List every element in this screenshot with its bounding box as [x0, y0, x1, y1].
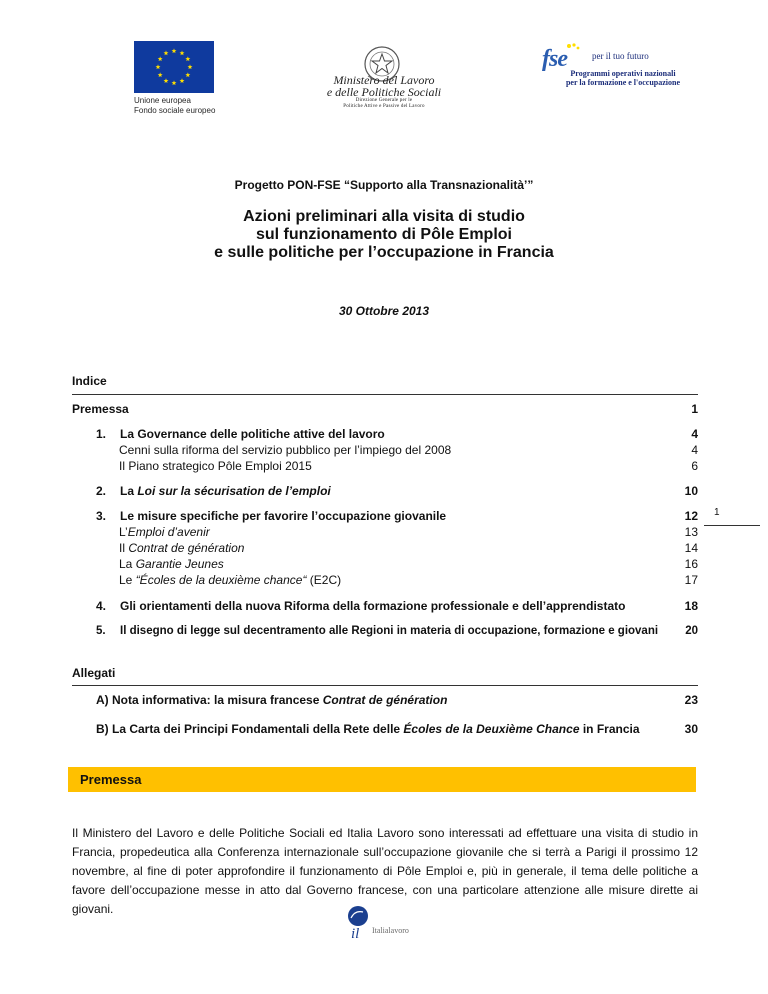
toc-number: 4. — [96, 599, 107, 613]
toc-page: 4 — [691, 443, 698, 457]
toc-subentry[interactable] — [119, 556, 698, 572]
allegato-entry-a[interactable] — [96, 692, 698, 708]
ministry-dg-line2: Politiche Attive e Passive del Lavoro — [343, 104, 425, 109]
toc-label-part: Le — [119, 573, 136, 587]
toc-sublabel — [119, 524, 668, 540]
toc-page: 20 — [685, 625, 698, 637]
toc-label: Le misure specifiche per favorire l’occupazione giovanile — [120, 509, 447, 523]
toc-subentry[interactable] — [119, 524, 698, 540]
fse-subtitle — [558, 69, 688, 87]
toc-label-part: La — [120, 484, 138, 498]
allegato-entry-b[interactable] — [96, 721, 698, 737]
toc-page: 1 — [691, 402, 698, 416]
toc-page: 10 — [684, 484, 698, 498]
toc-sublabel — [119, 540, 668, 556]
ministry-dg-line1: Direzione Generale per le — [355, 98, 413, 103]
toc-label-part: L’ — [119, 525, 128, 539]
toc-entry-4[interactable] — [96, 598, 698, 614]
allegato-label-italic: Contrat de génération — [322, 693, 448, 707]
toc-subentry[interactable] — [119, 442, 698, 458]
page-number-rule — [704, 525, 760, 526]
toc-page: 4 — [691, 427, 698, 441]
toc-number: 5. — [96, 625, 106, 637]
toc-page: 18 — [684, 599, 698, 613]
toc-label-part: Il — [119, 541, 129, 555]
eu-caption — [134, 96, 215, 116]
toc-label: Il disegno di legge sul decentramento alle Regioni in materia di occupazione, formazione e giovani — [120, 625, 659, 637]
allegato-label-part: B) La Carta dei Principi Fondamentali della Rete delle — [96, 722, 404, 736]
section-banner — [68, 767, 696, 792]
toc-subentry[interactable] — [119, 540, 698, 556]
section-banner-title: Premessa — [80, 772, 142, 787]
toc-label-italic: Emploi d’avenir — [127, 525, 210, 539]
toc-label: Gli orientamenti della nuova Riforma della formazione professionale e dell’apprendistato — [120, 599, 626, 613]
document-title — [0, 208, 768, 262]
toc-entry-2[interactable] — [96, 483, 698, 499]
page-number: 1 — [714, 507, 720, 518]
toc-label-italic: Loi sur la sécurisation de l’emploi — [137, 484, 331, 498]
title-line: Azioni preliminari alla visita di studio — [243, 208, 525, 225]
allegati-heading: Allegati — [72, 666, 116, 680]
toc-entry-5[interactable] — [96, 623, 698, 639]
eu-caption-line2: Fondo sociale europeo — [134, 106, 216, 115]
eu-caption-line1: Unione europea — [134, 96, 191, 105]
toc-page: 12 — [684, 509, 698, 523]
toc-label — [120, 483, 668, 499]
allegato-label-italic: Écoles de la Deuxième Chance — [403, 722, 580, 736]
toc-label-italic: “Écoles de la deuxième chance“ — [135, 573, 307, 587]
svg-text:il: il — [351, 926, 360, 940]
toc-entry-3[interactable] — [96, 508, 698, 524]
index-heading: Indice — [72, 374, 107, 388]
toc-entry-premessa[interactable] — [72, 401, 698, 417]
italia-lavoro-logo-name: Italialavoro — [372, 926, 409, 935]
ministry-name-line2: e delle Politiche Sociali — [326, 85, 442, 99]
toc-sublabel: Il Piano strategico Pôle Emploi 2015 — [119, 459, 312, 473]
allegato-label — [96, 692, 668, 708]
ministry-name-line1: Ministero del Lavoro — [333, 73, 435, 87]
toc-page: 14 — [684, 541, 698, 555]
allegati-divider — [72, 685, 698, 686]
allegato-label — [96, 721, 668, 737]
ministry-logo-text — [320, 74, 448, 110]
fse-subtitle-line2: per la formazione e l'occupazione — [565, 78, 681, 87]
toc-number: 3. — [96, 509, 107, 523]
toc-label-part: (E2C) — [306, 573, 342, 587]
toc-sublabel — [119, 572, 668, 588]
toc-subentry[interactable] — [119, 458, 698, 474]
allegato-label-part: A) Nota informativa: la misura francese — [96, 693, 323, 707]
title-line: sul funzionamento di Pôle Emploi — [255, 226, 512, 243]
toc-page: 6 — [691, 459, 698, 473]
index-divider — [72, 394, 698, 395]
allegato-page: 30 — [684, 722, 698, 736]
toc-number: 1. — [96, 427, 107, 441]
allegato-page: 23 — [684, 693, 698, 707]
toc-label: Premessa — [72, 402, 129, 416]
toc-label-italic: Garantie Jeunes — [135, 557, 224, 571]
fse-subtitle-line1: Programmi operativi nazionali — [570, 69, 676, 78]
toc-sublabel: Cenni sulla riforma del servizio pubblico per l’impiego del 2008 — [119, 443, 452, 457]
toc-page: 17 — [684, 573, 698, 587]
fse-tagline: per il tuo futuro — [592, 51, 649, 61]
italia-lavoro-logo-icon — [345, 904, 371, 940]
allegato-label-part: in Francia — [579, 722, 640, 736]
svg-text:fse: fse — [542, 46, 567, 72]
toc-entry-1[interactable] — [96, 426, 698, 442]
document-date: 30 Ottobre 2013 — [338, 304, 430, 318]
toc-subentry[interactable] — [119, 572, 698, 588]
toc-label-part: La — [119, 557, 136, 571]
toc-label: La Governance delle politiche attive del lavoro — [120, 427, 385, 441]
title-line: e sulle politiche per l’occupazione in Francia — [214, 244, 554, 261]
toc-page: 13 — [684, 525, 698, 539]
toc-page: 16 — [684, 557, 698, 571]
toc-sublabel — [119, 556, 668, 572]
toc-label-italic: Contrat de génération — [128, 541, 245, 555]
body-paragraph: Il Ministero del Lavoro e delle Politiche Sociali ed Italia Lavoro sono interessati ad effettuare una visita di studio in Francia, propedeutica alla Conferenza internazionale sull’occupazione giovanile che si terrà a Parigi il prossimo 12 novembre, al fine di poter approfondire il funzionamento di Pôle Emploi e, più in generale, il tema delle politiche a favore dell’occupazione messe in atto dal Governo francese, con una particolare attenzione alle misure dirette ai giovani. — [72, 826, 698, 916]
toc-number: 2. — [96, 484, 107, 498]
project-name: Progetto PON-FSE “Supporto alla Transnazionalità’” — [234, 178, 534, 192]
eu-flag-logo — [134, 41, 214, 93]
